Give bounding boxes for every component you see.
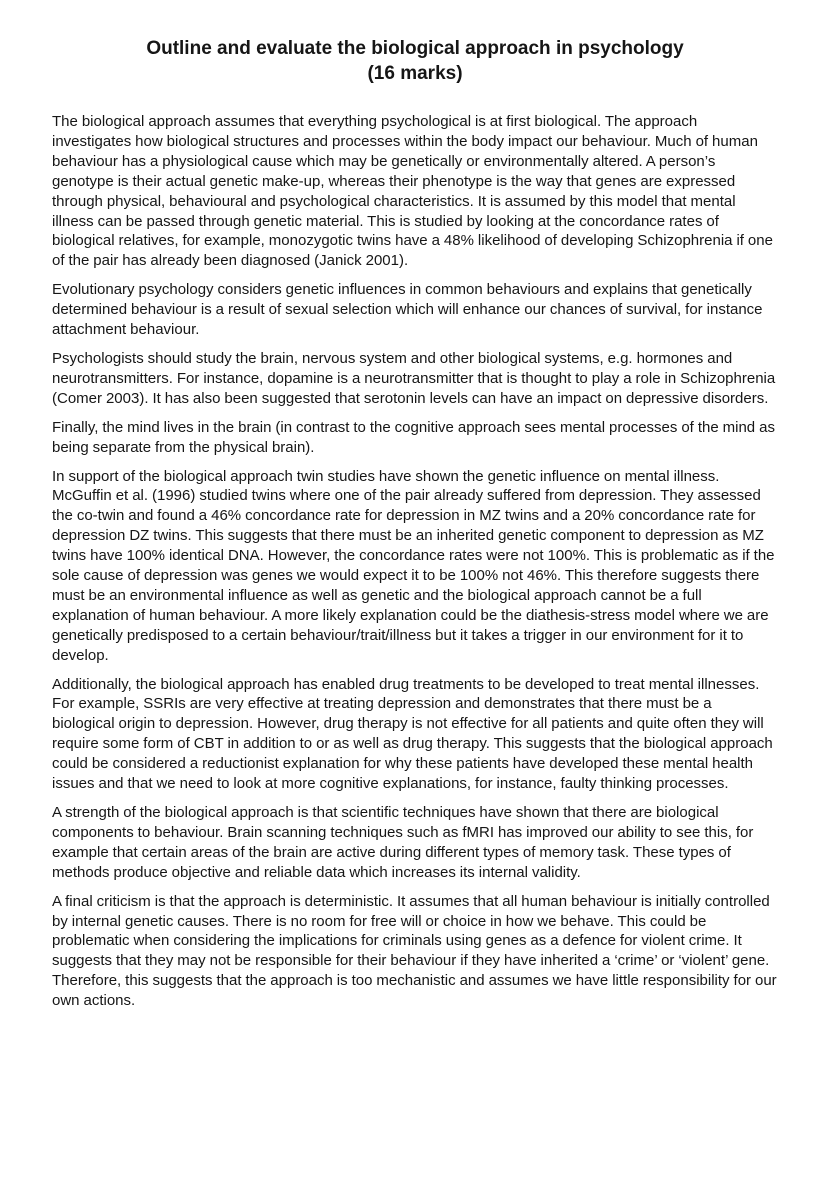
- paragraph-mind-brain: Finally, the mind lives in the brain (in contrast to the cognitive approach sees mental processes of the mind as being separate from the physical brain).: [52, 418, 775, 456]
- paragraph-drug-treatments: Additionally, the biological approach has enabled drug treatments to be developed to treat mental illnesses. For example, SSRIs are very effective at treating depression and demonstrates that there must be a biological origin to depression. However, drug therapy is not effective for all patients and quite often they will require some form of CBT in addition to or as well as drug therapy. This suggests that the biological approach could be considered a reductionist explanation for why these patients have developed these mental health issues and that we need to look at more cognitive explanations, for instance, faulty thinking processes.: [52, 675, 773, 793]
- title-line-1: Outline and evaluate the biological approach in psychology: [146, 38, 684, 59]
- paragraph-scientific-techniques: A strength of the biological approach is that scientific techniques have shown that there are biological components to behaviour. Brain scanning techniques such as fMRI has improved our ability to see this, for example that certain areas of the brain are active during different types of memory task. These types of methods produce objective and reliable data which increases its internal validity.: [52, 804, 754, 881]
- paragraph-determinism: A final criticism is that the approach is deterministic. It assumes that all human behaviour is initially controlled by internal genetic causes. There is no room for free will or choice in how we behave. This could be problematic when considering the implications for criminals using genes as a defence for violent crime. It suggests that they may not be responsible for their behaviour if they have inherited a ‘crime’ or ‘violent’ gene. Therefore, this suggests that the approach is too mechanistic and assumes we have little responsibility for our own actions.: [52, 892, 777, 1010]
- paragraph-twin-studies: In support of the biological approach twin studies have shown the genetic influence on mental illness. McGuffin et al. (1996) studied twins where one of the pair already suffered from depression. They assessed the co-twin and found a 46% concordance rate for depression in MZ twins and a 20% concordance rate for depression DZ twins. This suggests that there must be an inherited genetic component to depression as MZ twins have 100% identical DNA. However, the concordance rates were not 100%. This is problematic as if the sole cause of depression was genes we would expect it to be 100% not 46%. This therefore suggests there must be an environmental influence as well as genetic and the biological approach cannot be a full explanation of human behaviour. A more likely explanation could be the diathesis-stress model where we are genetically predisposed to a certain behaviour/trait/illness but it takes a trigger in our environment for it to develop.: [52, 467, 775, 664]
- title-line-2: (16 marks): [367, 63, 463, 84]
- paragraph-introduction: The biological approach assumes that everything psychological is at first biological. The approach investigates how biological structures and processes within the body impact our behaviour. Much of human behaviour has a physiological cause which may be genetically or environmentally altered. A person’s genotype is their actual genetic make-up, whereas their phenotype is the way that genes are expressed through physical, behavioural and psychological characteristics. It is assumed by this model that mental illness can be passed through genetic material. This is studied by looking at the concordance rates of biological relatives, for example, monozygotic twins have a 48% likelihood of developing Schizophrenia if one of the pair has already been diagnosed (Janick 2001).: [52, 113, 773, 270]
- paragraph-evolutionary: Evolutionary psychology considers genetic influences in common behaviours and explains that genetically determined behaviour is a result of sexual selection which will enhance our chances of survival, for instance attachment behaviour.: [52, 281, 763, 339]
- essay-body: [52, 112, 778, 1011]
- paragraph-brain-systems: Psychologists should study the brain, nervous system and other biological systems, e.g. hormones and neurotransmitters. For instance, dopamine is a neurotransmitter that is thought to play a role in Schizophrenia (Comer 2003). It has also been suggested that serotonin levels can have an impact on depressive disorders.: [52, 349, 776, 407]
- page-title: [52, 36, 778, 86]
